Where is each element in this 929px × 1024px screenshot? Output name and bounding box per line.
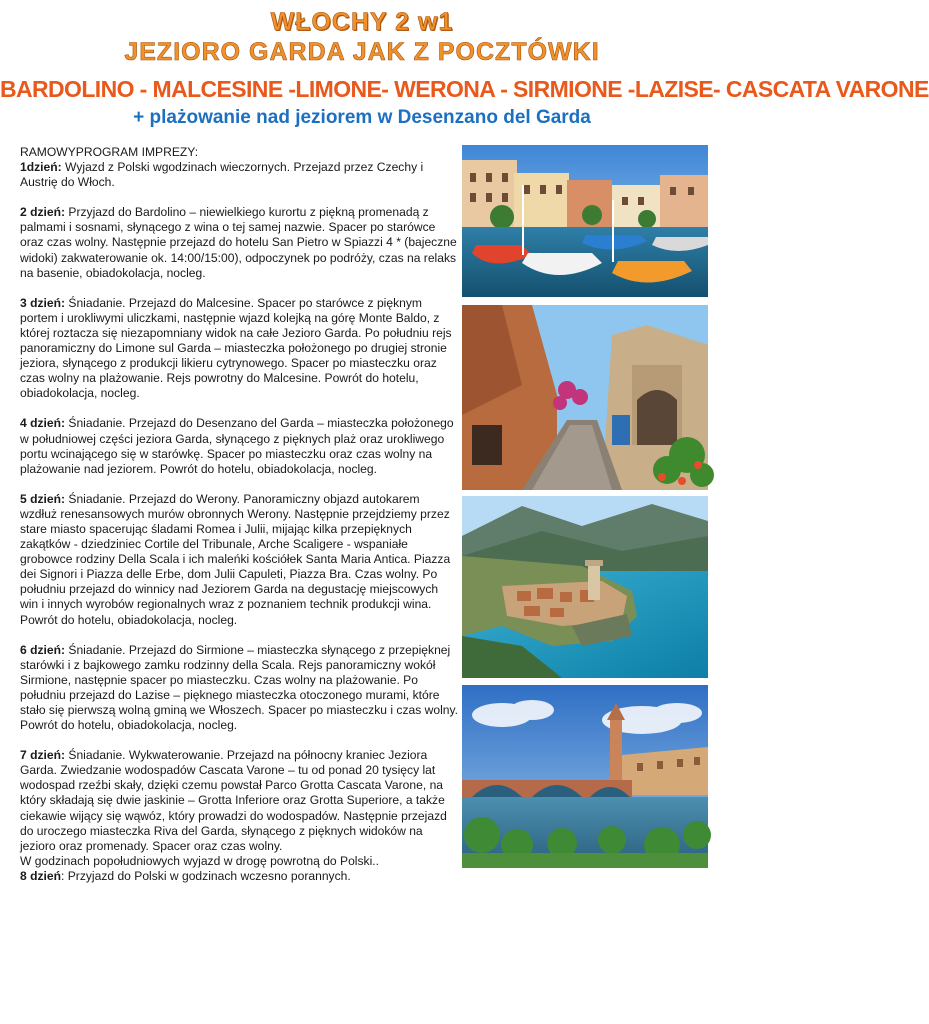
day-2: 2 dzień: Przyjazd do Bardolino – niewielkiego kurortu z piękną promenadą z palmami i sosnami, słynącego z wina o tej samej nazwie. Spacer po starówce oraz czas wolny. Następnie przejazd do hotelu San Pietro w Spiazzi 4 * (bajeczne widoki) zakwaterowanie ok. 14:00/15:00), odpoczynek po podróży, czas na relaks na basenie, obiadokolacja, nocleg. (20, 205, 457, 280)
subtitle: + plażowanie nad jeziorem w Desenzano del Garda (133, 107, 591, 128)
day-7: 7 dzień: Śniadanie. Wykwaterowanie. Przejazd na północny kraniec Jeziora Garda. Zwiedzanie wodospadów Cascata Varone – tu od ponad 20 tysięcy lat wodospad rzeźbi skały, dzięki czemu powstał Parco Grotta Cascata Varone, na który składają się dwie jaskinie – Grotta Inferiore oraz Grotta Superiore, a także ciekawie wijący się wąwóz, który prowadzi do wodospadów. Następnie przejazd do uroczego miasteczka Riva del Garda, słynącego z pięknych widoków na jezioro oraz promenady. Spacer oraz czas wolny. (20, 748, 447, 853)
malcesine-street-photo (462, 305, 708, 490)
bardolino-harbor-photo (462, 145, 708, 297)
malcesine-aerial-photo (462, 496, 708, 678)
day-7-return: W godzinach popołudniowych wyjazd w drogę powrotną do Polski.. (20, 853, 379, 868)
title-line-2: JEZIORO GARDA JAK Z POCZTÓWKI (124, 38, 600, 66)
program-heading: RAMOWYPROGRAM IMPREZY: (20, 145, 199, 159)
day-6: 6 dzień: Śniadanie. Przejazd do Sirmione – miasteczka słynącego z przepięknej starówki i z bajkowego zamku rodzinny della Scala. Rejs panoramiczny wokół Sirmione, następnie spacer po miasteczku. Czas wolny na plażowanie. Po południu przejazd do Lazise – pięknego miasteczka otoczonego murami, które stało się pierwszą wolną gminą we Włoszech. Spacer po miasteczku i czas wolny. Powrót do hotelu, obiadokolacja, nocleg. (20, 642, 459, 733)
route-title: BARDOLINO - MALCESINE -LIMONE- WERONA - SIRMIONE -LAZISE- CASCATA VARONE (0, 76, 929, 102)
day-8: 8 dzień: Przyjazd do Polski w godzinach wczesno porannych. (20, 868, 351, 883)
day-5: 5 dzień: Śniadanie. Przejazd do Werony. Panoramiczny objazd autokarem wzdłuż renesansowych murów obronnych Werony. Następnie przejdziemy przez stare miasto spacerując śladami Romea i Julii, mijając kilka przepięknych zakątków - dziedziniec Cortile del Tribunale, Arche Scaligere - wspaniałe grobowce rodziny Della Scala i ich maleńki kościółek Santa Maria Antica. Piazza dei Signori i Piazza delle Erbe, dom Julii Capuleti, Piazza Bra. Czas wolny. Po południu przejazd do winnicy nad Jeziorem Garda na degustację miejscowych win i innych wyrobów regionalnych wraz z poznaniem technik produkcji wina. Powrót do hotelu, obiadokolacja, nocleg. (20, 491, 451, 627)
day-4: 4 dzień: Śniadanie. Przejazd do Desenzano del Garda – miasteczka położonego w południowej części jeziora Garda, słynącego z pięknych plaż oraz urokliwego portu wcinającego się w starówkę. Spacer po miasteczku oraz czas wolny na plażowanie nad jeziorem. Powrót do hotelu, obiadokolacja, nocleg. (20, 416, 454, 476)
day-3: 3 dzień: Śniadanie. Przejazd do Malcesine. Spacer po starówce z pięknym portem i urokliwymi uliczkami, następnie wjazd kolejką na górę Monte Baldo, z której roztacza się niezapomniany widok na całe Jezioro Garda. Po południu rejs panoramiczny do Limone sul Garda – miasteczka położonego po drugiej stronie jeziora, słynącego z produkcji likieru cytrynowego. Spacer po miasteczku oraz czas wolny na plażowanie. Rejs powrotny do Malcesine. Powrót do hotelu, obiadokolacja, nocleg. (20, 295, 452, 401)
day-1: 1dzień: Wyjazd z Polski wgodzinach wieczornych. Przejazd przez Czechy i Austrię do Włoch. (20, 160, 424, 190)
title-line-1: WŁOCHY 2 w1 (270, 8, 454, 36)
verona-bridge-photo (462, 685, 708, 868)
program-text (20, 145, 458, 884)
